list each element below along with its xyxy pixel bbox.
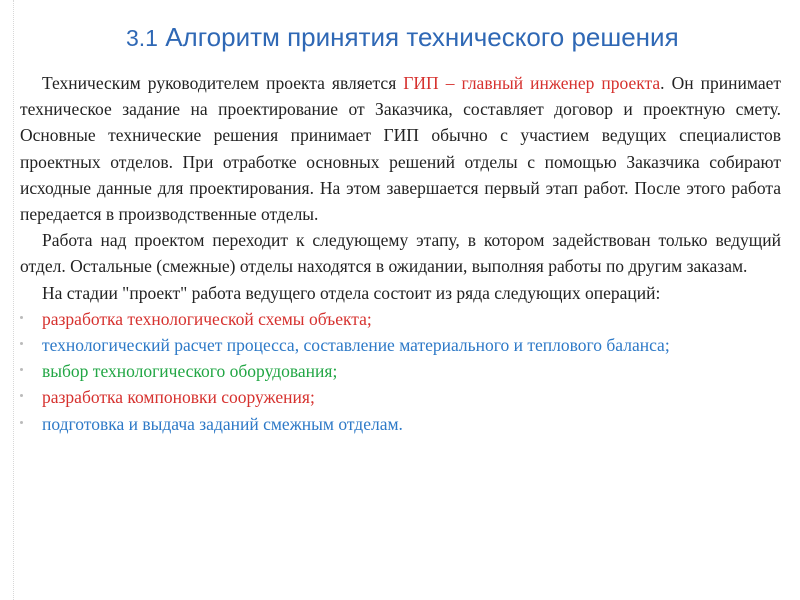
gip-highlight: ГИП – главный инженер проекта xyxy=(403,73,661,93)
bullet-icon xyxy=(20,368,23,371)
operations-list xyxy=(20,306,781,437)
margin-guide-line xyxy=(13,0,14,600)
slide-body xyxy=(20,70,781,437)
list-item-text: разработка компоновки сооружения; xyxy=(42,387,315,408)
list-item xyxy=(20,358,781,384)
list-item xyxy=(20,384,781,410)
paragraph-1 xyxy=(20,70,781,227)
paragraph-1-end: . Он принимает техническое задание на проектирование от Заказчика, составляет договор и проектную смету. Основные технические решения принимает ГИП обычно с участием ведущих специалистов проектных отделов. При отработке основных решений отделы с помощью Заказчика собирают исходные данные для проектирования. На этом завершается первый этап работ. После этого работа передается в производственные отделы. xyxy=(20,73,781,225)
list-item xyxy=(20,332,781,358)
slide-title xyxy=(126,22,686,53)
paragraph-2: Работа над проектом переходит к следующему этапу, в котором задействован только ведущий отдел. Остальные (смежные) отделы находятся в ожидании, выполняя работы по другим заказам. xyxy=(20,230,781,277)
title-text: Алгоритм принятия технического решения xyxy=(165,22,679,52)
list-item-text: выбор технологического оборудования; xyxy=(42,361,338,382)
title-number: 3.1 xyxy=(126,25,158,51)
list-item-text: подготовка и выдача заданий смежным отделам. xyxy=(42,413,403,434)
paragraph-3: На стадии "проект" работа ведущего отдела состоит из ряда следующих операций: xyxy=(42,282,661,303)
bullet-icon xyxy=(20,394,23,397)
paragraph-1-start: Техническим руководителем проекта является xyxy=(42,73,404,93)
list-item-text: разработка технологической схемы объекта; xyxy=(42,308,372,329)
bullet-icon xyxy=(20,316,23,319)
bullet-icon xyxy=(20,342,23,345)
list-item xyxy=(20,411,781,437)
bullet-icon xyxy=(20,421,23,424)
list-item xyxy=(20,306,781,332)
list-item-text: технологический расчет процесса, составление материального и теплового баланса; xyxy=(42,335,670,356)
